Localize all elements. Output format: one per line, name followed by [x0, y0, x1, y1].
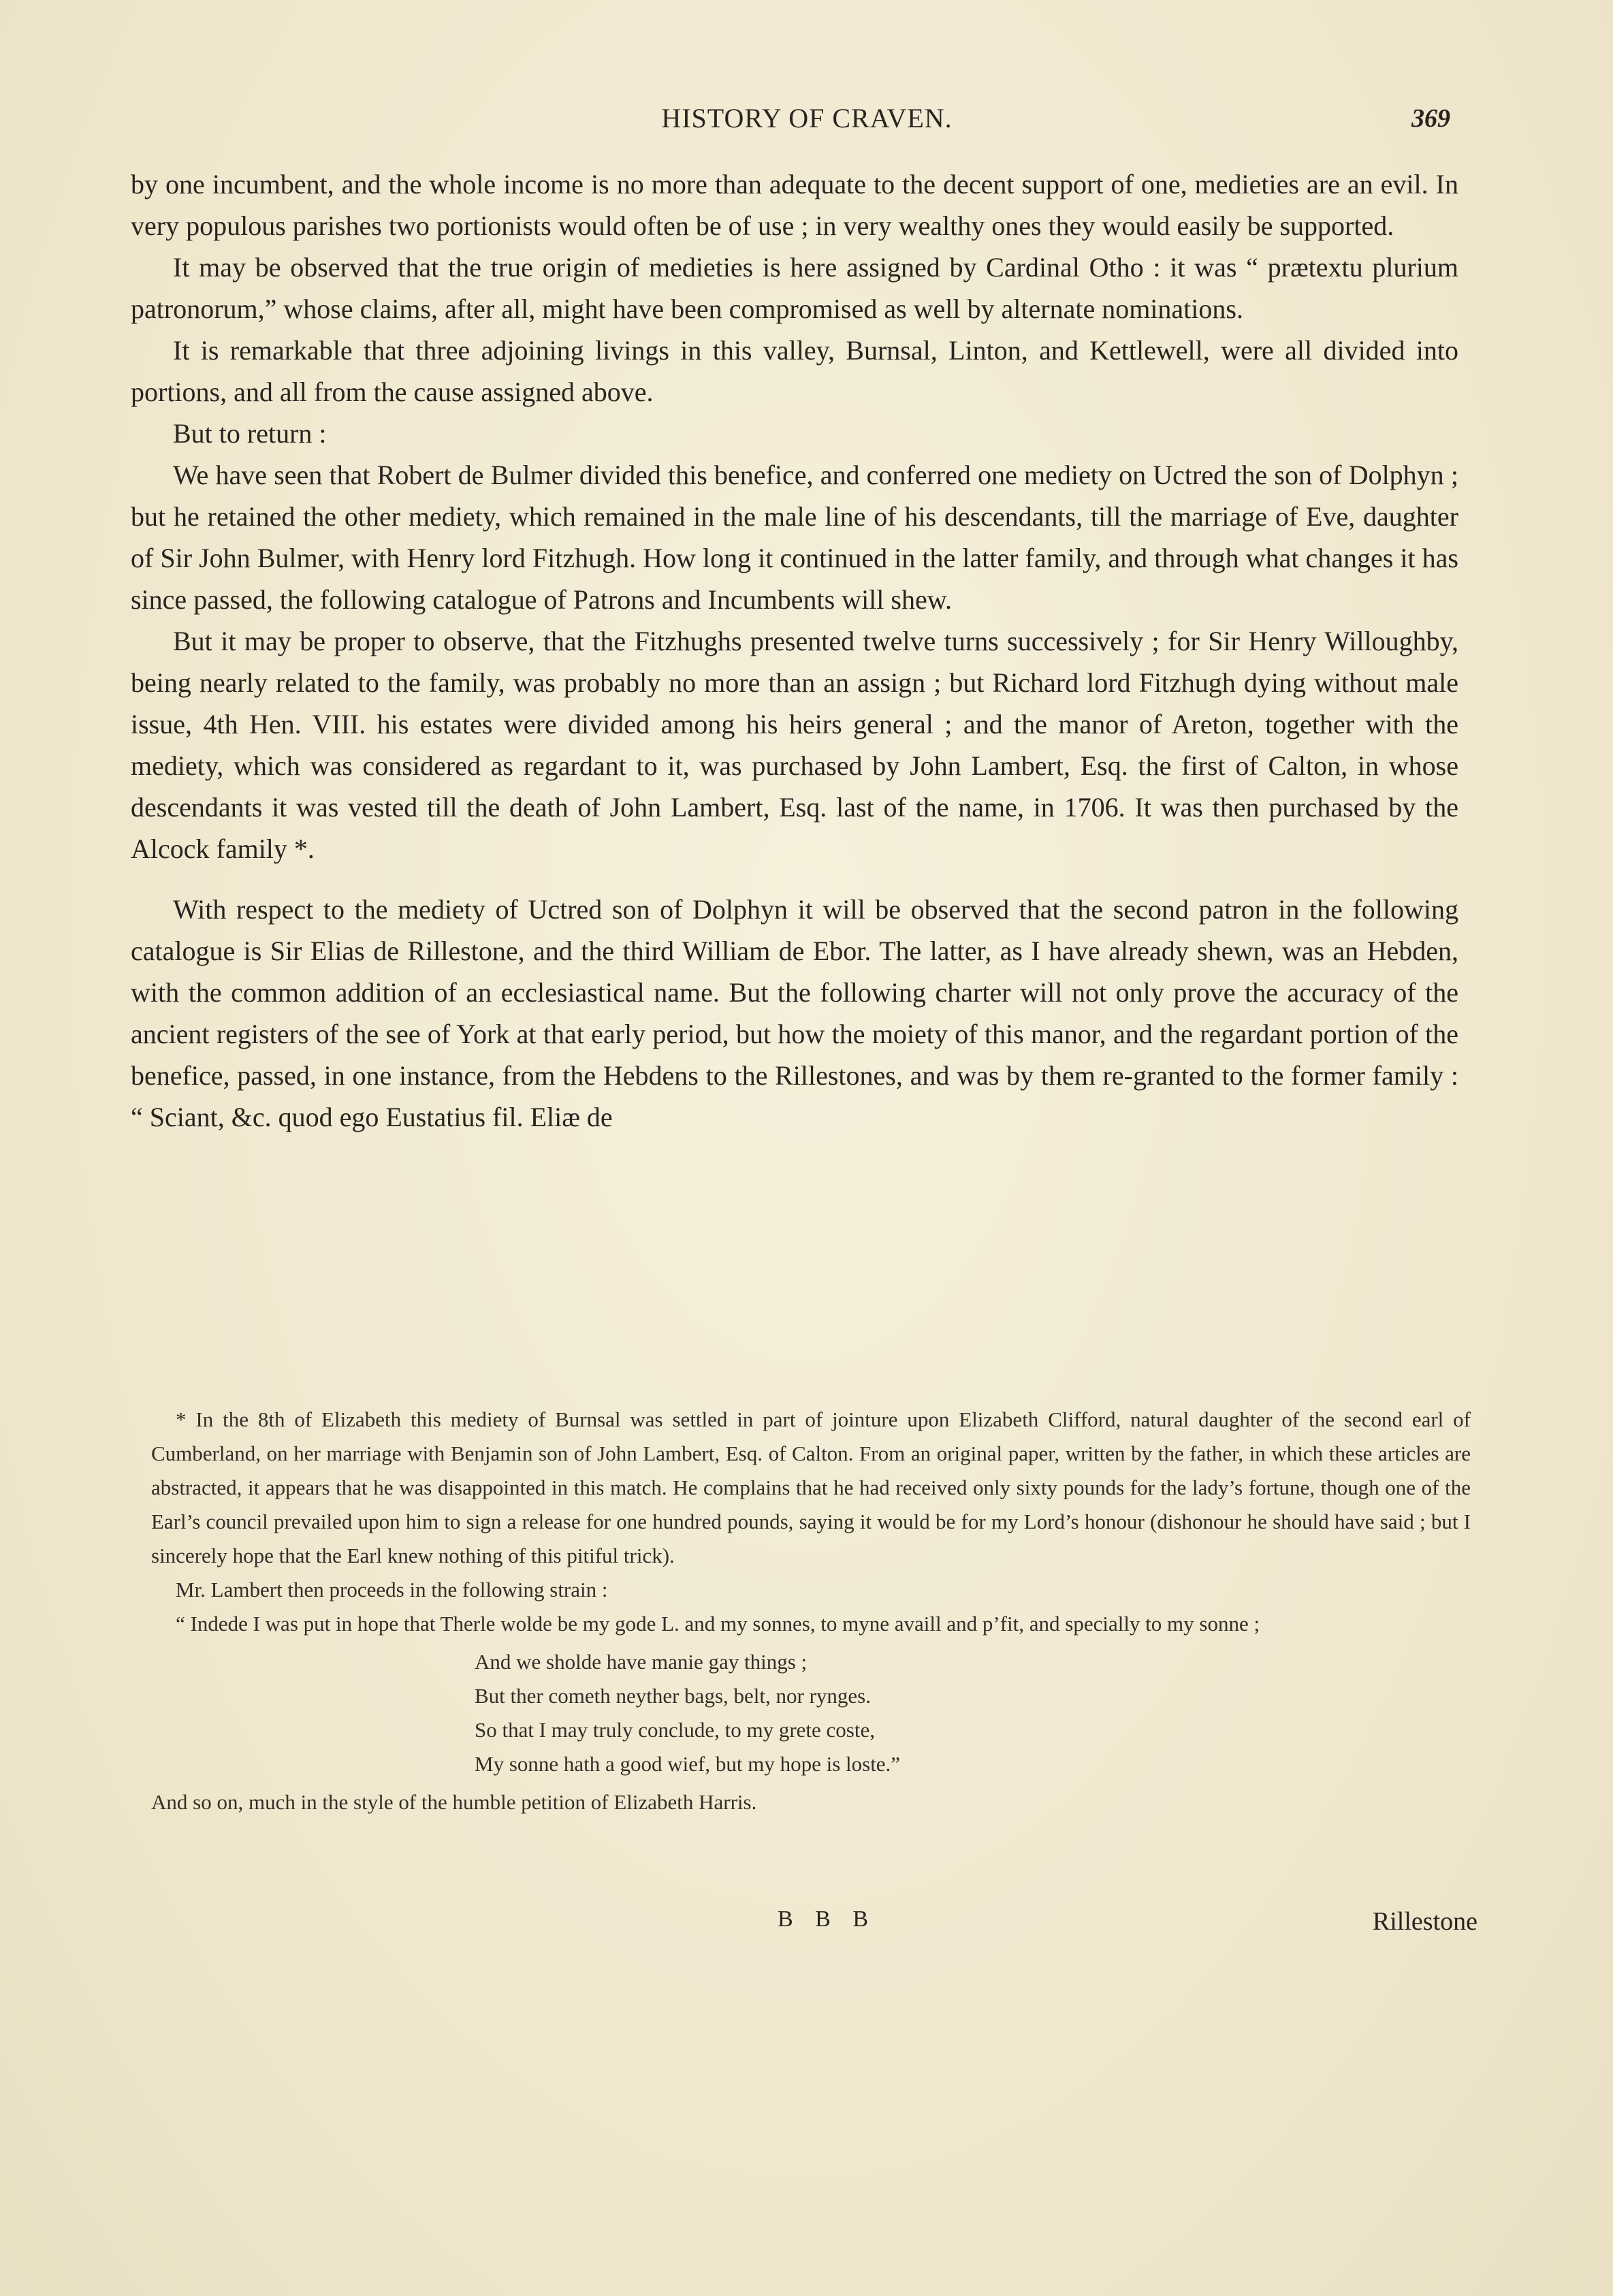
footnotes [151, 1403, 1471, 1819]
page-header [163, 102, 1450, 143]
footnote-paragraph: Mr. Lambert then proceeds in the following strain : [176, 1578, 608, 1601]
paragraph: With respect to the mediety of Uctred son of Dolphyn it will be observed that the second patron in the following catalogue is Sir Elias de Rillestone, and the third William de Ebor. The latter, as I have already shewn, was an Hebden, with the common addition of an ecclesiastical name. But the following charter will not only prove the accuracy of the ancient registers of the see of York at that early period, but how the moiety of this manor, and the regardant portion of the benefice, passed, in one instance, from the Hebdens to the Rillestones, and was by them re-granted to the former family : “ Sciant, &c. quod ego Eustatius fil. Eliæ de [131, 894, 1458, 1132]
paragraph: It is remarkable that three adjoining livings in this valley, Burnsal, Linton, and Kettlewell, were all divided into portions, and all from the cause assigned above. [131, 335, 1458, 407]
verse-block [475, 1645, 1471, 1781]
main-text [131, 163, 1458, 1138]
paragraph: But it may be proper to observe, that the Fitzhughs presented twelve turns successively ; for Sir Henry Willoughby, being nearly related to the family, was probably no more than an assign ; but Richard lord Fitzhugh dying without male issue, 4th Hen. VIII. his estates were divided among his heirs general ; and the manor of Areton, together with the mediety, which was considered as regardant to it, was purchased by John Lambert, Esq. the first of Calton, in whose descendants it was vested till the death of John Lambert, Esq. last of the name, in 1706. It was then purchased by the Alcock family *. [131, 626, 1458, 864]
paragraph: by one incumbent, and the whole income is no more than adequate to the decent support of one, medieties are an evil. In very populous parishes two portionists would often be of use ; in very wealthy ones they would easily be supported. [131, 169, 1458, 241]
verse-line: But ther cometh neyther bags, belt, nor rynges. [475, 1684, 871, 1708]
paragraph: It may be observed that the true origin of medieties is here assigned by Cardinal Otho : it was “ prætextu plurium patronorum,” whose claims, after all, might have been compromised as well by alternate nominations. [131, 252, 1458, 324]
verse-line: My sonne hath a good wief, but my hope is loste.” [475, 1752, 901, 1776]
footnote-paragraph: “ Indede I was put in hope that Therle wolde be my gode L. and my sonnes, to myne availl and p’fit, and specially to my sonne ; [176, 1612, 1260, 1636]
page-number: 369 [1411, 104, 1450, 133]
signature-mark: B B B [778, 1907, 877, 1932]
catchword: Rillestone [1372, 1907, 1478, 1936]
paragraph: But to return : [173, 418, 327, 449]
verse-line: So that I may truly conclude, to my grete coste, [475, 1718, 875, 1742]
paragraph: We have seen that Robert de Bulmer divided this benefice, and conferred one mediety on Uctred the son of Dolphyn ; but he retained the other mediety, which remained in the male line of his descendants, till the marriage of Eve, daughter of Sir John Bulmer, with Henry lord Fitzhugh. How long it continued in the latter family, and through what changes it has since passed, the following catalogue of Patrons and Incumbents will shew. [131, 460, 1458, 615]
running-title: HISTORY OF CRAVEN. [661, 103, 953, 133]
footnote-closing: And so on, much in the style of the humble petition of Elizabeth Harris. [151, 1790, 757, 1814]
page-footer [763, 1907, 1478, 1941]
footnote-paragraph: * In the 8th of Elizabeth this mediety of Burnsal was settled in part of jointure upon Elizabeth Clifford, natural daughter of the second earl of Cumberland, on her marriage with Benjamin son of John Lambert, Esq. of Calton. From an original paper, written by the father, in which these articles are abstracted, it appears that he was disappointed in this match. He complains that he had received only sixty pounds for the lady’s fortune, though one of the Earl’s council prevailed upon him to sign a release for one hundred pounds, saying it would be for my Lord’s honour (dishonour he should have said ; but I sincerely hope that the Earl knew nothing of this pitiful trick). [151, 1407, 1471, 1567]
verse-line: And we sholde have manie gay things ; [475, 1650, 808, 1674]
